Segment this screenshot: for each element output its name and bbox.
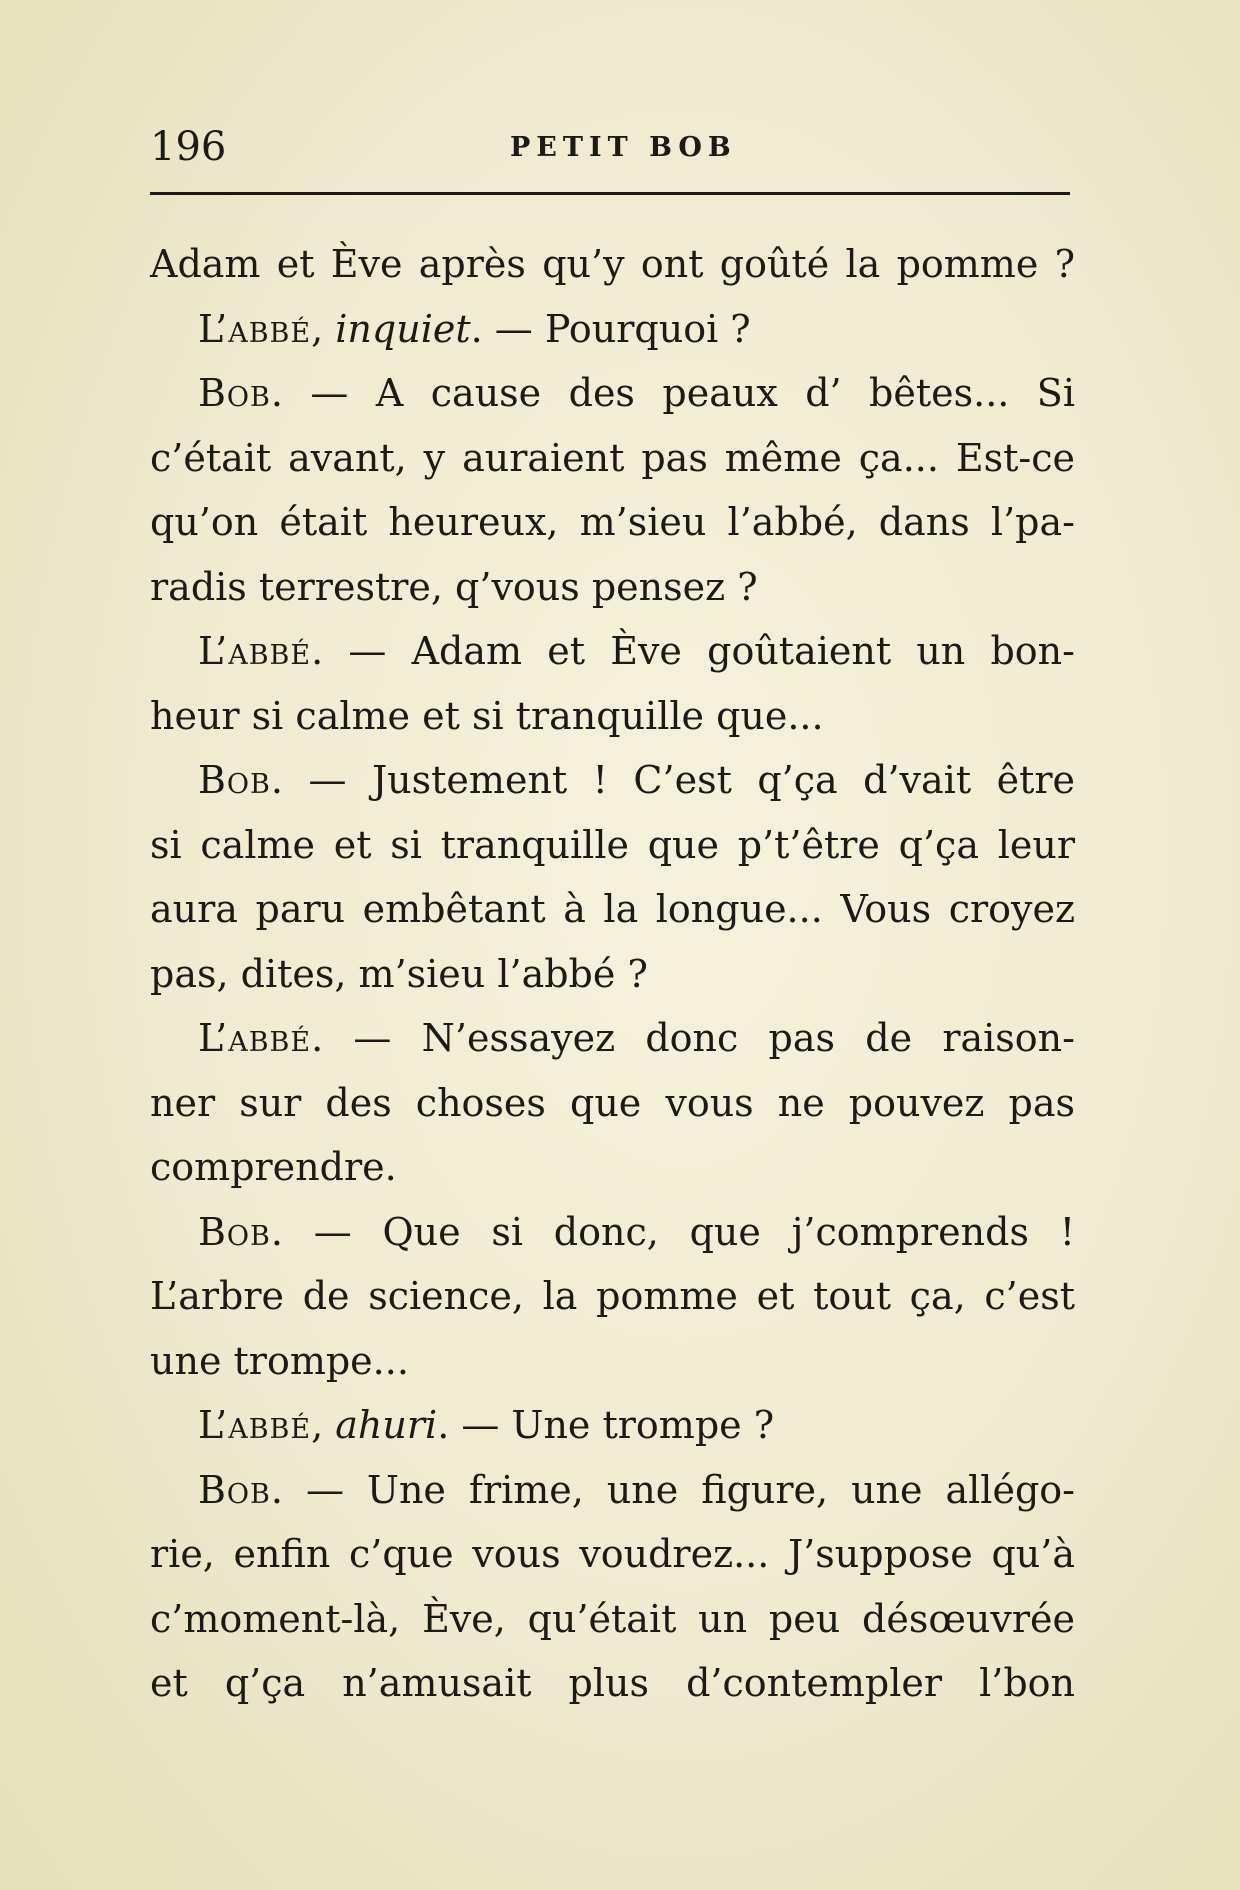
- text-line: [150, 1006, 1075, 1071]
- stage-direction: inquiet: [335, 306, 471, 351]
- line-text: ,: [311, 306, 336, 351]
- line-text: rie, enfin c’que vous voudrez... J’suppose qu’à: [150, 1532, 1075, 1576]
- line-text: c’était avant, y auraient pas même ça... Est-ce: [150, 435, 1075, 480]
- text-line: [150, 361, 1075, 426]
- page-number: 196: [150, 124, 227, 170]
- line-text: ,: [311, 1403, 336, 1447]
- line-text: L’arbre de science, la pomme et tout ça, c’est: [150, 1274, 1075, 1318]
- line-text: c’moment-là, Ève, qu’était un peu désœuvrée: [150, 1596, 1075, 1641]
- line-text: . — A cause des peaux d’ bêtes... Si: [270, 371, 1075, 415]
- line-text: et q’ça n’amusait plus d’contempler l’bon: [150, 1661, 1075, 1705]
- line-text: ner sur des choses que vous ne pouvez pas: [150, 1080, 1075, 1125]
- text-line: [150, 1522, 1075, 1587]
- text-line: [150, 297, 1075, 362]
- text-line: [150, 1393, 1075, 1458]
- line-text: . — Une frime, une figure, une allégo-: [270, 1467, 1075, 1512]
- text-line: [150, 1651, 1075, 1716]
- line-text: comprendre.: [150, 1145, 397, 1189]
- text-line: [150, 232, 1075, 297]
- text-line: [150, 1135, 1075, 1200]
- speaker-name: L’abbé: [198, 1403, 312, 1447]
- speaker-name: Bob: [198, 758, 271, 802]
- text-line: [150, 748, 1075, 813]
- line-text: . — Justement ! C’est q’ça d’vait être: [270, 758, 1075, 802]
- line-text: aura paru embêtant à la longue... Vous croyez: [150, 887, 1075, 931]
- running-title: PETIT BOB: [510, 132, 737, 163]
- line-text: qu’on était heureux, m’sieu l’abbé, dans l’pa-: [150, 500, 1075, 544]
- line-text: . — Adam et Ève goûtaient un bon-: [311, 629, 1075, 673]
- line-text: . — Pourquoi ?: [470, 306, 751, 351]
- page-header: [150, 122, 1070, 172]
- speaker-name: L’abbé: [198, 1016, 312, 1060]
- text-line: [150, 877, 1075, 942]
- text-line: [150, 942, 1075, 1007]
- line-text: Adam et Ève après qu’y ont goûté la pomme ?: [150, 242, 1075, 286]
- text-line: [150, 1329, 1075, 1394]
- text-line: [150, 490, 1075, 555]
- line-text: . — N’essayez donc pas de raison-: [311, 1016, 1075, 1060]
- text-line: [150, 555, 1075, 620]
- speaker-name: Bob: [198, 1467, 271, 1512]
- stage-direction: ahuri: [335, 1403, 438, 1447]
- line-text: radis terrestre, q’vous pensez ?: [150, 564, 758, 609]
- text-line: [150, 426, 1075, 491]
- speaker-name: Bob: [198, 371, 271, 415]
- text-line: [150, 619, 1075, 684]
- speaker-name: L’abbé: [198, 306, 312, 351]
- header-rule: [150, 192, 1070, 195]
- text-line: [150, 813, 1075, 878]
- speaker-name: L’abbé: [198, 629, 312, 673]
- body-text: [150, 232, 1075, 1716]
- line-text: si calme et si tranquille que p’t’être q’ça leur: [150, 822, 1075, 867]
- line-text: pas, dites, m’sieu l’abbé ?: [150, 951, 648, 996]
- text-line: [150, 1587, 1075, 1652]
- text-line: [150, 684, 1075, 749]
- line-text: une trompe...: [150, 1338, 409, 1383]
- text-line: [150, 1458, 1075, 1523]
- speaker-name: Bob: [198, 1209, 271, 1254]
- text-line: [150, 1200, 1075, 1265]
- line-text: . — Que si donc, que j’comprends !: [270, 1209, 1075, 1254]
- line-text: heur si calme et si tranquille que...: [150, 693, 824, 738]
- text-line: [150, 1264, 1075, 1329]
- line-text: . — Une trompe ?: [437, 1403, 775, 1447]
- text-line: [150, 1071, 1075, 1136]
